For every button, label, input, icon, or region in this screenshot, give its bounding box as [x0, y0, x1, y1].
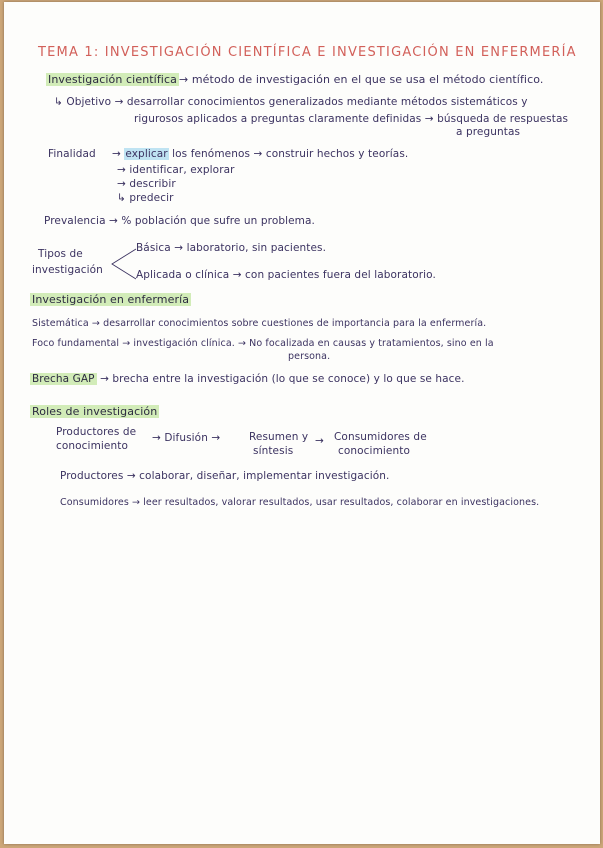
objetivo-text-3: a preguntas	[456, 126, 521, 138]
flow-resumen-2: síntesis	[253, 445, 294, 457]
objetivo-text-1: → desarrollar conocimientos generalizados mediante métodos sistemáticos y	[114, 96, 528, 108]
tipos-basica: Básica → laboratorio, sin pacientes.	[136, 242, 327, 254]
inv-cientifica-line	[46, 73, 543, 86]
sistematica-line: Sistemática → desarrollar conocimientos sobre cuestiones de importancia para la enfermería.	[32, 318, 487, 329]
finalidad-item-2: → identificar, explorar	[117, 164, 235, 176]
objetivo-line-1	[54, 96, 528, 108]
flow-productores-2: conocimiento	[56, 440, 128, 452]
tipos-label-2: investigación	[32, 264, 103, 276]
finalidad-label: Finalidad	[48, 148, 96, 160]
inv-cientifica-term: Investigación científica	[48, 73, 177, 86]
brecha-line	[30, 373, 465, 385]
consumidores-line: Consumidores → leer resultados, valorar resultados, usar resultados, colaborar en investigaciones.	[60, 497, 540, 508]
objetivo-label: ↳ Objetivo	[54, 96, 112, 108]
foco-line-2: persona.	[288, 351, 331, 362]
roles-heading	[30, 405, 159, 418]
tipos-aplicada: Aplicada o clínica → con pacientes fuera del laboratorio.	[136, 269, 436, 281]
prevalencia-line: Prevalencia → % población que sufre un problema.	[44, 215, 315, 227]
inv-enfermeria-heading	[30, 293, 191, 306]
flow-arrow-2: →	[315, 435, 324, 447]
flow-consumidores-2: conocimiento	[338, 445, 410, 457]
productores-line: Productores → colaborar, diseñar, implementar investigación.	[60, 470, 390, 482]
tipos-branch-lines	[108, 246, 138, 282]
flow-consumidores-1: Consumidores de	[334, 431, 427, 443]
brecha-text: → brecha entre la investigación (lo que se conoce) y lo que se hace.	[100, 373, 465, 385]
page-title: TEMA 1: INVESTIGACIÓN CIENTÍFICA E INVESTIGACIÓN EN ENFERMERÍA	[38, 45, 577, 60]
roles-term: Roles de investigación	[32, 405, 158, 418]
flow-resumen-1: Resumen y	[249, 431, 309, 443]
finalidad-item-3: → describir	[117, 178, 176, 190]
tipos-label-1: Tipos de	[38, 248, 83, 260]
finalidad-item-4: ↳ predecir	[117, 192, 174, 204]
inv-enfermeria-term: Investigación en enfermería	[32, 293, 190, 306]
inv-cientifica-definition: → método de investigación en el que se usa el método científico.	[178, 73, 544, 86]
foco-line-1: Foco fundamental → investigación clínica. → No focalizada en causas y tratamientos, sino en la	[32, 338, 494, 349]
explicar-highlight: explicar	[125, 148, 168, 160]
finalidad-item-1: → explicar los fenómenos → construir hechos y teorías.	[112, 148, 409, 160]
objetivo-text-2: rigurosos aplicados a preguntas claramente definidas → búsqueda de respuestas	[134, 113, 569, 125]
flow-arrow-difusion: → Difusión →	[152, 432, 221, 444]
flow-productores-1: Productores de	[56, 426, 137, 438]
brecha-term: Brecha GAP	[32, 373, 95, 385]
notebook-page	[4, 2, 600, 844]
